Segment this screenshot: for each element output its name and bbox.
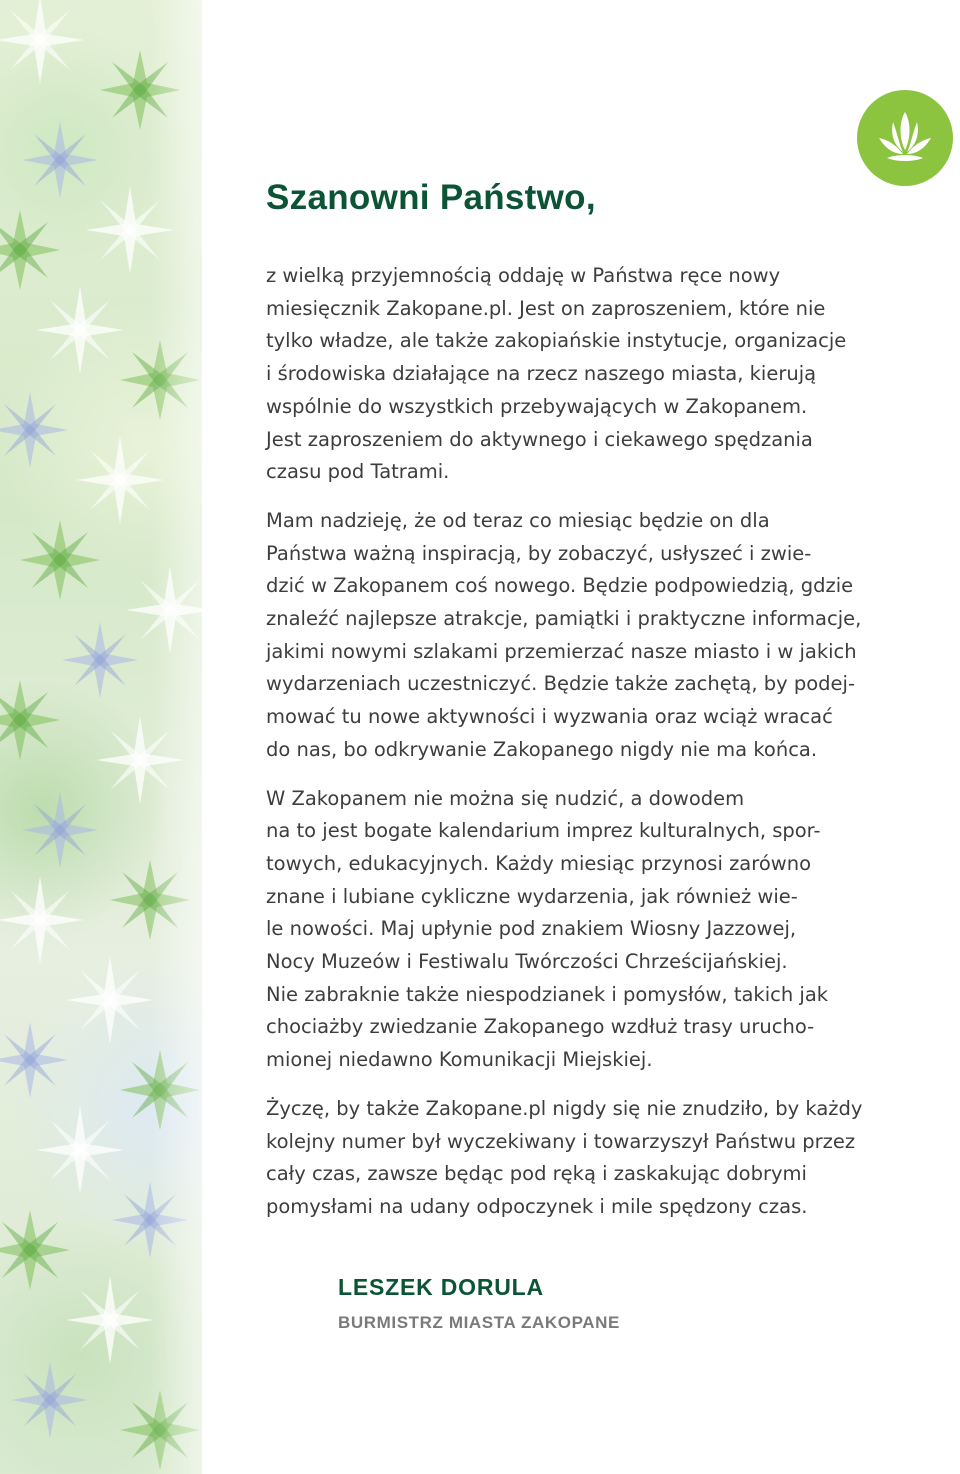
signature-name: LESZEK DORULA	[338, 1274, 544, 1300]
floral-pattern	[0, 0, 202, 1474]
paragraph-4: Życzę, by także Zakopane.pl nigdy się nie znudziło, by każdy kolejny numer był wyczekiwany i towarzyszył Państwu przez cały czas, zawsze będąc pod ręką i zaskakując dobrymi pomysłami na udany odpoczynek i mile spędzony czas.	[266, 1096, 863, 1218]
paragraph-3: W Zakopanem nie można się nudzić, a dowodem na to jest bogate kalendarium imprez kulturalnych, spor- towych, edukacyjnych. Każdy miesiąc przynosi zarówno znane i lubiane cykliczne wydarzenia, jak również wie- le nowości. Maj upłynie pod znakiem Wiosny Jazzowej, Nocy Muzeów i Festiwalu Twórczości Chrześcijańskiej. Nie zabraknie także niespodzianek i pomysłów, takich jak chociażby zwiedzanie Zakopanego wzdłuż trasy urucho- mionej niedawno Komunikacji Miejskiej.	[266, 786, 829, 1072]
letter-greeting: Szanowni Państwo,	[266, 178, 596, 217]
paragraph-2: Mam nadzieję, że od teraz co miesiąc będzie on dla Państwa ważną inspiracją, by zobaczyć, usłyszeć i zwie- dzić w Zakopanem coś nowego. Będzie podpowiedzią, gdzie znaleźć najlepsze atrakcje, pamiątki i praktyczne informacje, jakimi nowymi szlakami przemierzać nasze miasto i w jakich wydarzeniach uczestniczyć. Będzie także zachętą, by podej- mować tu nowe aktywności i wyzwania oraz wciąż wracać do nas, bo odkrywanie Zakopanego nigdy nie ma końca.	[266, 508, 862, 761]
paragraph-1: z wielką przyjemnością oddaję w Państwa ręce nowy miesięcznik Zakopane.pl. Jest on zaproszeniem, które nie tylko władze, ale także zakopiańskie instytucje, organizacje i środowiska działające na rzecz naszego miasta, kierują wspólnie do wszystkich przebywających w Zakopanem. Jest zaproszeniem do aktywnego i ciekawego spędzania czasu pod Tatrami.	[266, 264, 847, 484]
letter-body	[266, 260, 950, 1240]
leaf-sprout-icon	[857, 90, 953, 186]
floral-fade	[150, 0, 202, 1474]
signature-title: BURMISTRZ MIASTA ZAKOPANE	[338, 1313, 620, 1332]
